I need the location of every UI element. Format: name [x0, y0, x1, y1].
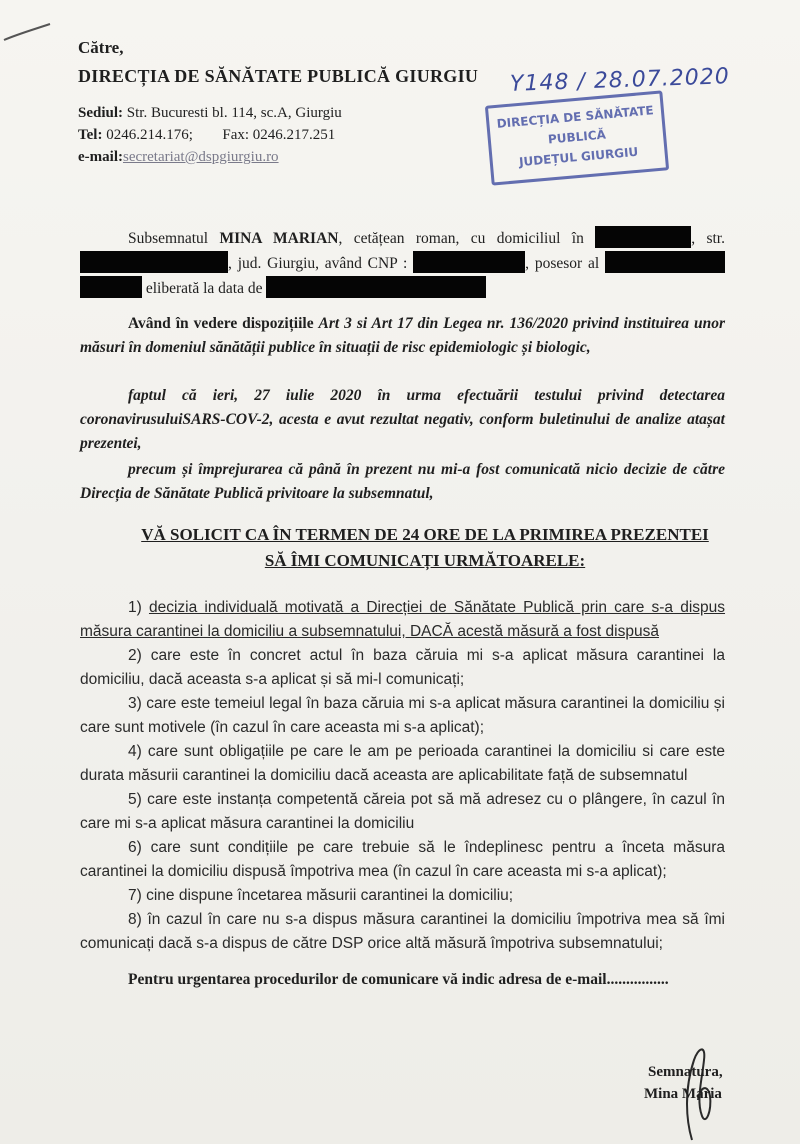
address-label: Sediul:: [78, 105, 124, 121]
redacted-id-document: [605, 251, 725, 273]
redacted-street: [80, 251, 228, 273]
intro-text-e: , posesor al: [525, 255, 605, 272]
item-number: 3): [128, 695, 147, 712]
fax-value: Fax: 0246.217.251: [222, 127, 336, 143]
consideration-1-lead: Având în vedere dispozițiile: [128, 315, 319, 332]
request-item-3: [80, 692, 725, 740]
redacted-locality: [595, 226, 691, 248]
request-item-6: [80, 836, 725, 884]
request-item-2: [80, 644, 725, 692]
consideration-1-law: Art 3 si Art 17 din Legea nr. 136/2020 privind instituirea unor măsuri în domeniul sănătății publice în situații de risc epidemiologic și biologic,: [80, 315, 725, 356]
email-label: e-mail:: [78, 149, 123, 165]
item-number: 1): [128, 599, 149, 616]
consideration-legal-basis: [80, 312, 725, 360]
request-heading-line-2: SĂ ÎMI COMUNICAȚI URMĂTOARELE:: [264, 551, 586, 570]
signatory-name: Mina Maria: [644, 1086, 722, 1102]
request-item-8: [80, 908, 725, 956]
request-heading-line-1: VĂ SOLICIT CA ÎN TERMEN DE 24 ORE DE LA PRIMIREA PREZENTEI: [141, 525, 709, 544]
registration-stamp: [485, 90, 669, 185]
request-item-4: [80, 740, 725, 788]
item-text: decizia individuală motivată a Direcției de Sănătate Publică prin care s-a dispus măsura carantinei la domiciliu a subsemnatului, DACĂ acestă măsură a fost dispusă: [80, 599, 726, 640]
item-number: 6): [128, 839, 151, 856]
phone-line: [78, 124, 335, 146]
redacted-id-number: [80, 276, 142, 298]
address-value: Str. Bucuresti bl. 114, sc.A, Giurgiu: [123, 105, 342, 121]
closing-email-request: Pentru urgentarea procedurilor de comunicare vă indic adresa de e-mail................: [128, 971, 669, 988]
institution-name: DIRECȚIA DE SĂNĂTATE PUBLICĂ GIURGIU: [78, 66, 479, 86]
petitioner-name: MINA MARIAN: [219, 230, 339, 247]
phone-label: Tel:: [78, 127, 103, 143]
request-item-5: [80, 788, 725, 836]
intro-text-d: , jud. Giurgiu, având CNP :: [228, 255, 414, 272]
redacted-cnp: [413, 251, 525, 273]
request-heading: [130, 522, 720, 574]
item-text: care este temeiul legal în baza căruia mi s-a aplicat măsura carantinei la domiciliu și care sunt motivele (în cazul în care aceasta mi s-a aplicat);: [80, 695, 725, 736]
item-text: cine dispune încetarea măsurii carantinei la domiciliu;: [146, 887, 514, 904]
signature-label: Semnatura,: [648, 1064, 723, 1080]
stamp-line-2: PUBLICĂ: [547, 127, 607, 147]
addressee-salutation: Către,: [78, 38, 124, 57]
request-item-7: [80, 884, 725, 908]
email-line: [78, 146, 279, 168]
item-text: care sunt condițiile pe care trebuie să le îndeplinesc pentru a înceta măsura carantinei la domiciliu dispusă împotriva mea (în cazul în care aceasta mi s-a aplicat);: [80, 839, 725, 880]
intro-text-c: , str.: [691, 230, 725, 247]
pen-mark: [0, 18, 60, 48]
item-text: care este instanța competentă căreia pot să mă adresez cu o plângere, în cazul în care mi s-a aplicat măsura carantinei la domiciliu: [80, 791, 725, 832]
item-number: 2): [128, 647, 151, 664]
item-number: 7): [128, 887, 147, 904]
item-text: în cazul în care nu s-a dispus măsura carantinei la domiciliu împotriva mea să îmi comunicați dacă s-a dispus de către DSP orice altă măsură împotriva subsemnatului;: [80, 911, 725, 952]
phone-value: 0246.214.176;: [102, 127, 193, 143]
stamp-line-1: DIRECȚIA DE SĂNĂTATE: [496, 103, 655, 131]
item-number: 4): [128, 743, 148, 760]
item-text: care sunt obligațiile pe care le am pe perioada carantinei la domiciliu si care este durata măsurii carantinei la domiciliu dacă aceasta are aplicabilitate față de subsemnatul: [80, 743, 725, 784]
consideration-test-result: faptul că ieri, 27 iulie 2020 în urma efectuării testului privind detectarea coronavirusuluiSARS-COV-2, acesta e avut rezultat negativ, conform buletinului de analize atașat prezentei,: [80, 387, 725, 452]
intro-text-f: eliberată la data de: [142, 280, 267, 297]
intro-text-a: Subsemnatul: [128, 230, 220, 247]
intro-text-b: , cetățean roman, cu domiciliul în: [338, 230, 596, 247]
item-number: 5): [128, 791, 148, 808]
intro-paragraph: [80, 226, 725, 301]
stamp-line-3: JUDEȚUL GIURGIU: [518, 144, 639, 170]
registration-number: Y148 / 28.07.2020: [509, 64, 731, 97]
item-text: care este în concret actul în baza căruia mi s-a aplicat măsura carantinei la domiciliu, dacă aceasta s-a aplicat și să mi-l comunicați;: [80, 647, 725, 688]
request-item-1: [80, 596, 725, 644]
address-line: [78, 102, 342, 124]
consideration-no-decision: precum și împrejurarea că până în prezent nu mi-a fost comunicată nicio decizie de către Direcția de Sănătate Publică privitoare la subsemnatul,: [80, 461, 725, 502]
email-link[interactable]: secretariat@dspgiurgiu.ro: [122, 149, 279, 165]
item-number: 8): [128, 911, 148, 928]
redacted-issue-date: [266, 276, 486, 298]
